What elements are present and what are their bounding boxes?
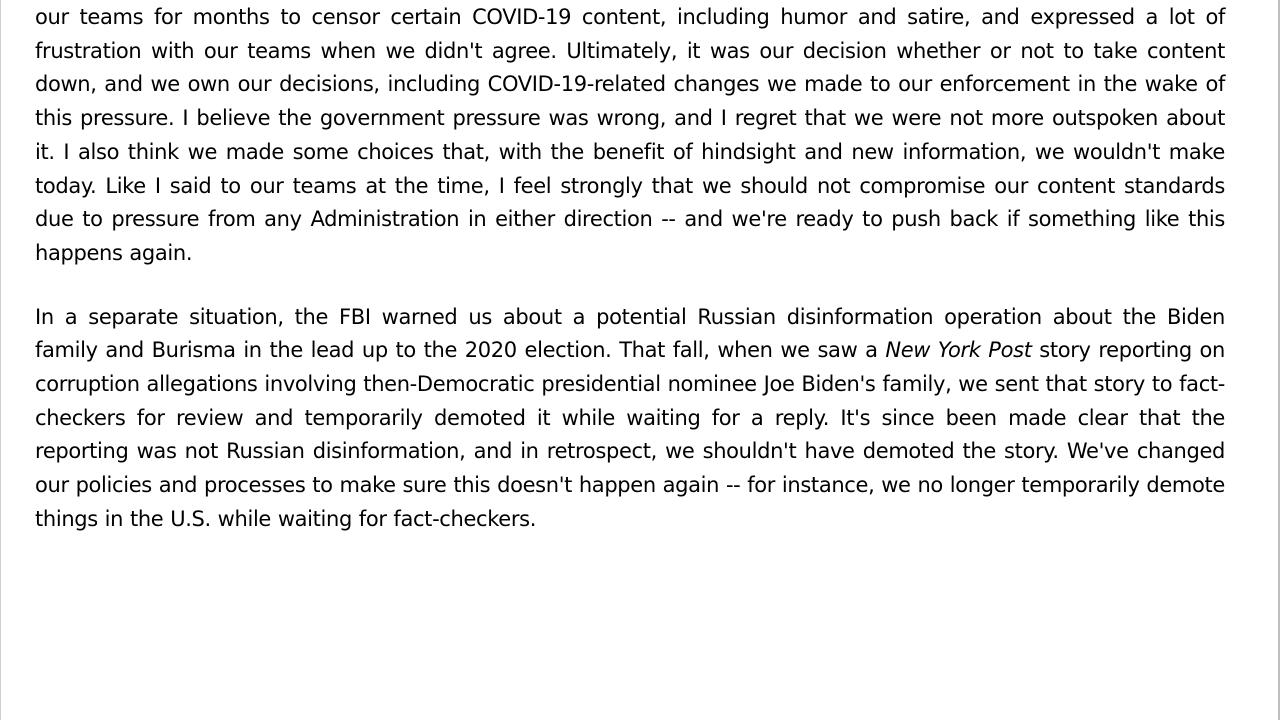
paragraph-2-part-1: In a separate situation, the FBI warned us about a potential Russian disinformation operation about the Biden family and Burisma in the lead up to the 2020 election. That fall, when we saw a	[35, 304, 1225, 363]
document-body	[35, 1, 1225, 537]
paragraph-1: our teams for months to censor certain COVID-19 content, including humor and satire, and expressed a lot of frustration with our teams when we didn't agree. Ultimately, it was our decision whether or not to take content down, and we own our decisions, including COVID-19-related changes we made to our enforcement in the wake of this pressure. I believe the government pressure was wrong, and I regret that we were not more outspoken about it. I also think we made some choices that, with the benefit of hindsight and new information, we wouldn't make today. Like I said to our teams at the time, I feel strongly that we should not compromise our content standards due to pressure from any Administration in either direction -- and we're ready to push back if something like this happens again.	[35, 5, 1225, 265]
publication-name: New York Post	[885, 338, 1032, 363]
paragraph-2	[35, 301, 1225, 537]
paragraph-2-part-2: story reporting on corruption allegations involving then-Democratic presidential nominee Joe Biden's family, we sent that story to fact-checkers for review and temporarily demoted it while waiting for a reply. It's since been made clear that the reporting was not Russian disinformation, and in retrospect, we shouldn't have demoted the story. We've changed our policies and processes to make sure this doesn't happen again -- for instance, we no longer temporarily demote things in the U.S. while waiting for fact-checkers.	[35, 338, 1225, 531]
